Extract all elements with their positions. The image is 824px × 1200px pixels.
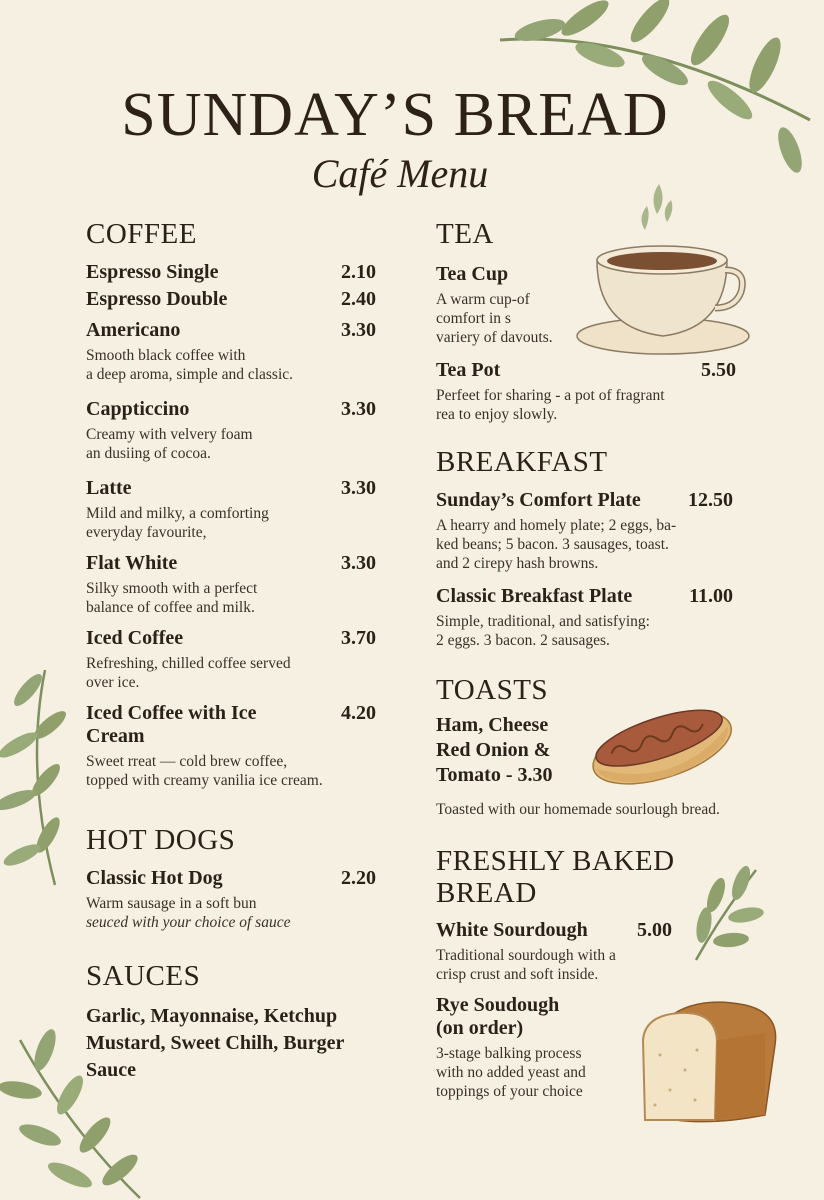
- item-price: 5.50: [701, 359, 736, 381]
- page-subtitle: Café Menu: [311, 151, 489, 196]
- item-name: Espresso Single: [86, 261, 219, 283]
- item-name: Americano: [86, 319, 181, 341]
- item-description: 3-stage balking process with no added yeast and toppings of your choice: [436, 1045, 586, 1100]
- tea-cup-icon: [575, 178, 750, 363]
- menu-item-flat-white: [86, 552, 376, 617]
- item-name: White Sourdough: [436, 919, 588, 941]
- item-name: Classic Breakfast Plate: [436, 585, 633, 607]
- item-price: 2.10: [341, 261, 376, 283]
- menu-item-classic-breakfast-plate: [436, 585, 733, 650]
- item-price: 5.00: [637, 919, 672, 941]
- menu-item-white-sourdough: [436, 919, 672, 984]
- menu-item-tea-cup: [436, 263, 596, 347]
- section-heading-hot-dogs: HOT DOGS: [86, 824, 236, 856]
- item-price: 3.30: [341, 477, 376, 499]
- section-heading-tea: TEA: [436, 218, 494, 250]
- left-column: [86, 218, 376, 1084]
- item-name: Flat White: [86, 552, 178, 574]
- item-description: A warm cup-of comfort in s variery of davouts.: [436, 291, 553, 346]
- item-name: Iced Coffee: [86, 627, 184, 649]
- item-description: Traditional sourdough with a crisp crust and soft inside.: [436, 947, 616, 983]
- section-heading-sauces: SAUCES: [86, 960, 201, 992]
- section-heading-coffee: COFFEE: [86, 218, 197, 250]
- item-name: Tea Pot: [436, 359, 501, 381]
- item-price: 2.40: [341, 288, 376, 310]
- item-description: Sweet rreat — cold brew coffee, topped with creamy vanilia ice cream.: [86, 753, 323, 789]
- menu-item-iced-coffee: [86, 627, 376, 692]
- item-description: Mild and milky, a comforting everyday favourite,: [86, 505, 269, 541]
- menu-item-americano: [86, 319, 376, 384]
- menu-item-rye-sourdough: [436, 994, 636, 1101]
- menu-item-cappuccino: [86, 398, 376, 463]
- sauces-list: Garlic, Mayonnaise, Ketchup Mustard, Sweet Chilh, Burger Sauce: [86, 1005, 345, 1081]
- item-name: Iced Coffee with Ice: [86, 702, 257, 724]
- menu-item-espresso-single: [86, 261, 376, 284]
- item-price: 3.30: [341, 319, 376, 341]
- item-name: Espresso Double: [86, 288, 228, 310]
- bread-loaf-icon: [635, 995, 780, 1130]
- menu-item-iced-coffee-ice-cream: [86, 702, 376, 790]
- item-description: Smooth black coffee with a deep aroma, simple and classic.: [86, 347, 294, 383]
- item-name: Latte: [86, 477, 132, 499]
- item-name: Rye Soudough (on order): [436, 994, 560, 1039]
- item-description: Warm sausage in a soft bun seuced with your choice of sauce: [86, 895, 291, 931]
- section-heading-breakfast: BREAKFAST: [436, 446, 608, 478]
- page-title: SUNDAY’S BREAD: [121, 81, 669, 149]
- menu-item-classic-hot-dog: [86, 867, 376, 932]
- menu-item-espresso-double: [86, 288, 376, 311]
- item-name-line2: Cream: [86, 725, 145, 747]
- item-name: Sunday’s Comfort Plate: [436, 489, 641, 511]
- section-heading-toasts: TOASTS: [436, 674, 549, 706]
- item-price: 3.30: [341, 552, 376, 574]
- item-description: Simple, traditional, and satisfying: 2 eggs. 3 bacon. 2 sausages.: [436, 613, 650, 649]
- item-price: 3.70: [341, 627, 376, 649]
- item-name: Classic Hot Dog: [86, 867, 223, 889]
- item-description: Perfeet for sharing - a pot of fragrant rea to enjoy slowly.: [436, 387, 665, 423]
- menu-item-latte: [86, 477, 376, 542]
- item-price: 3.30: [341, 398, 376, 420]
- item-price: 12.50: [688, 489, 733, 511]
- section-heading-bread: FRESHLY BAKED BREAD: [436, 845, 675, 909]
- item-price: 4.20: [341, 702, 376, 724]
- item-price: 2.20: [341, 867, 376, 889]
- menu-item-toast: Ham, Cheese Red Onion & Tomato - 3.30: [436, 714, 553, 786]
- item-name: Tea Cup: [436, 263, 509, 285]
- item-description: A hearry and homely plate; 2 eggs, ba- ked beans; 5 bacon. 3 sausages, toast. and 2 cirepy hash browns.: [436, 517, 677, 572]
- item-description: Creamy with velvery foam an dusiing of cocoa.: [86, 426, 253, 462]
- toast-description: Toasted with our homemade sourlough bread.: [436, 801, 720, 818]
- item-name: Cappticcino: [86, 398, 190, 420]
- menu-item-sundays-comfort-plate: [436, 489, 733, 573]
- leaf-sprig-left-icon: [0, 670, 70, 890]
- menu-item-tea-pot: [436, 359, 736, 424]
- hot-dog-icon: [585, 682, 735, 800]
- item-description: Refreshing, chilled coffee served over ice.: [86, 655, 291, 691]
- item-description: Silky smooth with a perfect balance of coffee and milk.: [86, 580, 258, 616]
- item-price: 11.00: [689, 585, 733, 607]
